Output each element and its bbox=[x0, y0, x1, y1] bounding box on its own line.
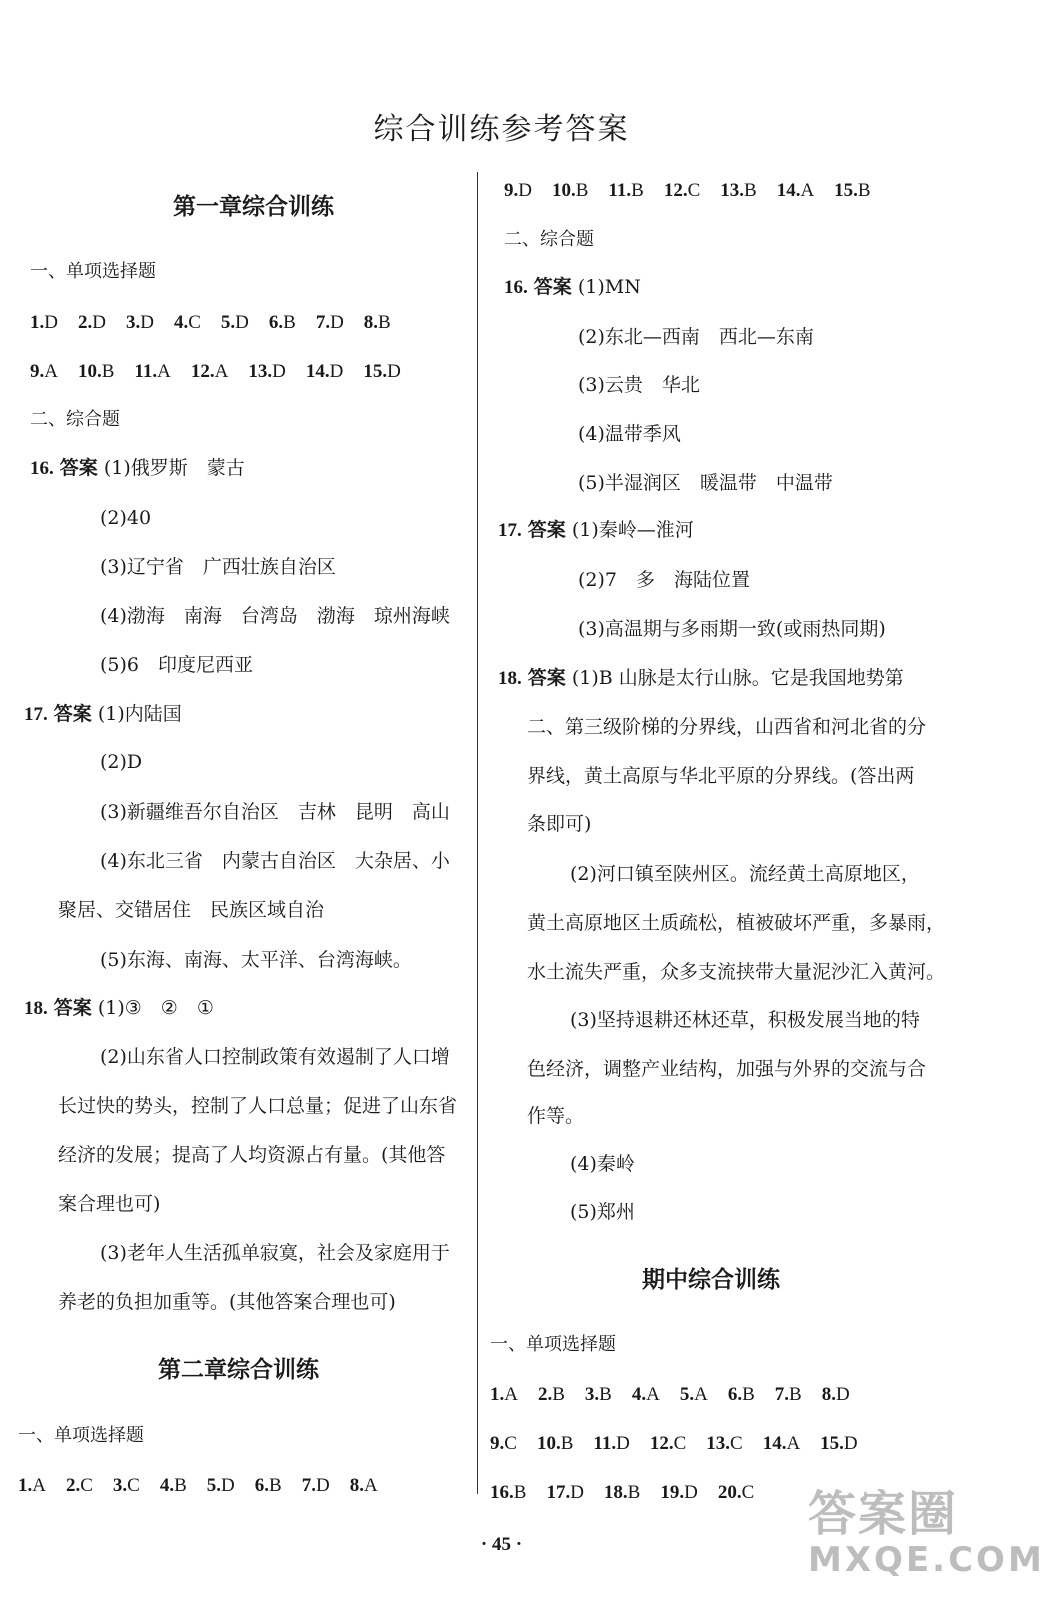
ch2-q18-line: 作等。 bbox=[527, 1105, 585, 1127]
ch1-q17-line: (4)东北三省 内蒙古自治区 大杂居、小 bbox=[100, 850, 450, 872]
ch1-q17-line: (2)D bbox=[100, 751, 143, 773]
answer-item bbox=[221, 310, 249, 335]
ch1-q17-first-line bbox=[24, 702, 182, 727]
question-number: 16. bbox=[504, 277, 528, 298]
answer-item-number: 15. bbox=[820, 1433, 844, 1454]
ch1-q18-line: 长过快的势头，控制了人口总量；促进了山东省 bbox=[58, 1095, 458, 1117]
answer-item-choice: D bbox=[44, 312, 58, 333]
answer-item-number: 10. bbox=[536, 1433, 561, 1454]
ch2-q18-line: 界线，黄土高原与华北平原的分界线。(答出两 bbox=[527, 765, 915, 787]
answer-item-choice: D bbox=[570, 1482, 584, 1503]
answer-item-choice: A bbox=[32, 1475, 46, 1496]
answer-item bbox=[18, 1473, 46, 1498]
answer-item-number: 3. bbox=[125, 312, 141, 333]
answer-text: (1)秦岭—淮河 bbox=[571, 519, 694, 541]
answer-item-number: 5. bbox=[220, 312, 236, 333]
ch2-q16-line: (2)东北—西南 西北—东南 bbox=[578, 326, 814, 348]
answer-text: (1)③ ② ① bbox=[97, 997, 214, 1019]
answer-item bbox=[160, 1473, 187, 1498]
answer-item bbox=[504, 178, 532, 203]
ch1-q18-line: 经济的发展；提高了人均资源占有量。(其他答 bbox=[58, 1144, 446, 1166]
answer-item-choice: B bbox=[560, 1433, 574, 1454]
answer-item bbox=[546, 1480, 583, 1505]
answer-item-choice: C bbox=[504, 1433, 517, 1454]
answer-text: (1)MN bbox=[577, 276, 641, 298]
answer-item bbox=[269, 310, 296, 335]
answer-item-number: 15. bbox=[834, 180, 858, 201]
answer-item bbox=[585, 1382, 612, 1407]
ch1-q18-line: 养老的负担加重等。(其他答案合理也可) bbox=[58, 1291, 396, 1313]
answer-item-number: 2. bbox=[537, 1384, 553, 1405]
chapter1-heading: 第一章综合训练 bbox=[173, 194, 334, 220]
answer-item-choice: D bbox=[843, 1433, 858, 1454]
midterm-choice-row-1 bbox=[490, 1382, 870, 1407]
answer-item-number: 13. bbox=[720, 180, 744, 201]
answer-item-choice: A bbox=[157, 361, 171, 382]
answer-item-number: 6. bbox=[254, 1475, 270, 1496]
answer-item bbox=[720, 178, 756, 203]
answer-item-number: 15. bbox=[363, 361, 388, 382]
watermark-top-text: 答案圈 bbox=[808, 1486, 959, 1542]
column-divider bbox=[477, 172, 478, 1494]
answer-item bbox=[490, 1480, 526, 1505]
answer-label: 答案 bbox=[53, 997, 92, 1019]
answer-item bbox=[490, 1431, 517, 1456]
answer-item-choice: D bbox=[235, 312, 249, 333]
answer-item-number: 6. bbox=[727, 1384, 743, 1405]
question-number: 17. bbox=[498, 520, 522, 541]
answer-item bbox=[775, 1382, 802, 1407]
answer-item-choice: D bbox=[272, 361, 286, 382]
answer-label: 答案 bbox=[527, 519, 566, 541]
answer-item bbox=[363, 359, 400, 384]
answer-label: 答案 bbox=[533, 276, 572, 298]
answer-item-choice: D bbox=[315, 1475, 330, 1496]
answer-text: (1)内陆国 bbox=[97, 703, 182, 725]
midterm-section-choice: 一、单项选择题 bbox=[490, 1334, 616, 1355]
answer-item bbox=[834, 178, 870, 203]
ch1-q16-line: (5)6 印度尼西亚 bbox=[100, 654, 254, 676]
answer-item-number: 11. bbox=[608, 180, 632, 201]
answer-item bbox=[364, 310, 391, 335]
answer-item bbox=[718, 1480, 754, 1505]
answer-item-choice: B bbox=[744, 180, 757, 201]
page-title: 综合训练参考答案 bbox=[373, 112, 630, 147]
ch1-q17-line: (3)新疆维吾尔自治区 吉林 昆明 高山 bbox=[100, 801, 450, 823]
answer-item bbox=[191, 359, 228, 384]
ch2-q17-first-line bbox=[498, 518, 694, 543]
answer-item-choice: C bbox=[188, 312, 201, 333]
answer-item bbox=[350, 1473, 378, 1498]
ch1-q18-line: (3)老年人生活孤单寂寞，社会及家庭用于 bbox=[100, 1242, 450, 1264]
answer-item bbox=[650, 1431, 686, 1456]
answer-item-choice: D bbox=[387, 361, 401, 382]
answer-item bbox=[302, 1473, 330, 1498]
ch1-q16-line: (3)辽宁省 广西壮族自治区 bbox=[100, 556, 336, 578]
answer-item-choice: B bbox=[857, 180, 871, 201]
answer-item-choice: B bbox=[283, 312, 296, 333]
answer-item-choice: A bbox=[646, 1384, 660, 1405]
ch2-q16-line: (4)温带季风 bbox=[578, 423, 681, 445]
answer-item bbox=[632, 1382, 660, 1407]
answer-item-number: 4. bbox=[173, 312, 189, 333]
answer-item bbox=[126, 310, 154, 335]
question-number: 18. bbox=[498, 668, 522, 689]
answer-item-choice: B bbox=[742, 1384, 755, 1405]
answer-item-choice: A bbox=[214, 361, 229, 382]
answer-item-choice: C bbox=[730, 1433, 743, 1454]
answer-item-number: 6. bbox=[268, 312, 284, 333]
answer-item bbox=[680, 1382, 708, 1407]
ch2-q18-line: (2)河口镇至陕州区。流经黄土高原地区， bbox=[570, 863, 920, 885]
ch2-q18-line: 二、第三级阶梯的分界线，山西省和河北省的分 bbox=[527, 716, 927, 738]
answer-item-choice: C bbox=[80, 1475, 93, 1496]
answer-item-choice: A bbox=[44, 361, 58, 382]
ch1-choice-row-1 bbox=[30, 310, 411, 335]
ch2-q16-first-line bbox=[504, 275, 641, 300]
answer-item-choice: B bbox=[378, 312, 391, 333]
midterm-heading: 期中综合训练 bbox=[642, 1267, 780, 1293]
answer-item bbox=[664, 178, 700, 203]
ch1-q17-line: 聚居、交错居住 民族区域自治 bbox=[58, 899, 325, 921]
answer-item-choice: B bbox=[789, 1384, 802, 1405]
answer-item bbox=[660, 1480, 697, 1505]
answer-text: (1)B 山脉是太行山脉。它是我国地势第 bbox=[571, 667, 904, 689]
answer-item bbox=[174, 310, 201, 335]
answer-item-number: 9. bbox=[504, 180, 519, 201]
answer-item bbox=[255, 1473, 282, 1498]
ch2-section-choice: 一、单项选择题 bbox=[18, 1425, 144, 1446]
answer-item-choice: B bbox=[513, 1482, 527, 1503]
answer-item bbox=[608, 178, 643, 203]
answer-item-number: 11. bbox=[134, 361, 158, 382]
answer-item-number: 14. bbox=[305, 361, 330, 382]
answer-item-choice: A bbox=[694, 1384, 708, 1405]
answer-item bbox=[537, 1431, 573, 1456]
answer-item-number: 2. bbox=[65, 1475, 81, 1496]
ch1-q18-first-line bbox=[24, 996, 214, 1021]
ch2-q18-line: (5)郑州 bbox=[570, 1201, 635, 1223]
answer-item bbox=[78, 359, 114, 384]
answer-item bbox=[820, 1431, 857, 1456]
ch1-section-choice: 一、单项选择题 bbox=[30, 261, 156, 282]
answer-item bbox=[30, 359, 58, 384]
answer-item bbox=[248, 359, 285, 384]
answer-item-number: 12. bbox=[663, 180, 688, 201]
answer-item-choice: B bbox=[599, 1384, 612, 1405]
answer-item-choice: A bbox=[786, 1433, 801, 1454]
answer-item-choice: A bbox=[800, 180, 815, 201]
answer-item-choice: B bbox=[631, 180, 644, 201]
answer-item-number: 16. bbox=[490, 1482, 514, 1503]
answer-item-number: 8. bbox=[363, 312, 379, 333]
answer-item-number: 1. bbox=[30, 312, 45, 333]
answer-item-number: 4. bbox=[631, 1384, 647, 1405]
ch2-section-comprehensive: 二、综合题 bbox=[504, 229, 594, 250]
question-number: 16. bbox=[30, 458, 54, 479]
page-number: · 45 · bbox=[480, 1534, 523, 1555]
answer-item bbox=[763, 1431, 800, 1456]
answer-item-choice: C bbox=[687, 180, 701, 201]
answer-item-number: 18. bbox=[603, 1482, 628, 1503]
answer-item-number: 19. bbox=[660, 1482, 685, 1503]
ch1-choice-row-2 bbox=[30, 359, 421, 384]
ch2-q18-line: (3)坚持退耕还林还草，积极发展当地的特 bbox=[570, 1009, 920, 1031]
answer-item-number: 3. bbox=[584, 1384, 600, 1405]
ch1-q17-line: (5)东海、南海、太平洋、台湾海峡。 bbox=[100, 949, 412, 971]
answer-item-number: 4. bbox=[159, 1475, 175, 1496]
answer-item-number: 13. bbox=[248, 361, 273, 382]
answer-item-choice: B bbox=[552, 1384, 565, 1405]
answer-item bbox=[134, 359, 170, 384]
answer-item-choice: B bbox=[101, 361, 115, 382]
ch2-choice-row-2 bbox=[504, 178, 891, 203]
answer-item-choice: C bbox=[127, 1475, 140, 1496]
answer-item-number: 1. bbox=[18, 1475, 33, 1496]
answer-item bbox=[728, 1382, 755, 1407]
answer-item-number: 5. bbox=[679, 1384, 695, 1405]
ch2-q18-first-line bbox=[498, 666, 904, 691]
ch2-q16-line: (3)云贵 华北 bbox=[578, 374, 700, 396]
answer-item-choice: A bbox=[363, 1475, 378, 1496]
ch2-choice-row-1 bbox=[18, 1473, 398, 1498]
answer-item bbox=[30, 310, 58, 335]
answer-item-choice: D bbox=[92, 312, 106, 333]
watermark-logo bbox=[808, 1486, 1045, 1588]
question-number: 17. bbox=[24, 704, 48, 725]
answer-item bbox=[66, 1473, 93, 1498]
answer-item-number: 8. bbox=[349, 1475, 364, 1496]
ch2-q18-line: 条即可) bbox=[527, 813, 592, 835]
answer-item bbox=[593, 1431, 629, 1456]
answer-item-choice: B bbox=[627, 1482, 641, 1503]
answer-item-choice: C bbox=[741, 1482, 755, 1503]
answer-item-number: 12. bbox=[190, 361, 215, 382]
answer-item-number: 17. bbox=[546, 1482, 571, 1503]
answer-item-number: 1. bbox=[490, 1384, 505, 1405]
watermark-bottom-text: MXQE.COM bbox=[808, 1540, 1045, 1580]
answer-item bbox=[604, 1480, 640, 1505]
answer-item-number: 14. bbox=[776, 180, 801, 201]
ch2-q18-line: 色经济，调整产业结构，加强与外界的交流与合 bbox=[527, 1058, 927, 1080]
answer-item bbox=[490, 1382, 518, 1407]
answer-item-number: 2. bbox=[77, 312, 93, 333]
answer-item bbox=[113, 1473, 140, 1498]
answer-item-number: 20. bbox=[717, 1482, 742, 1503]
midterm-choice-row-2 bbox=[490, 1431, 878, 1456]
answer-item-number: 5. bbox=[206, 1475, 222, 1496]
question-number: 18. bbox=[24, 998, 48, 1019]
answer-item-number: 13. bbox=[706, 1433, 730, 1454]
ch1-q18-line: 案合理也可) bbox=[58, 1193, 161, 1215]
answer-item bbox=[316, 310, 344, 335]
ch1-section-comprehensive: 二、综合题 bbox=[30, 409, 120, 430]
answer-item-choice: D bbox=[221, 1475, 235, 1496]
answer-item-choice: D bbox=[616, 1433, 630, 1454]
answer-item-choice: B bbox=[269, 1475, 282, 1496]
ch2-q17-line: (3)高温期与多雨期一致(或雨热同期) bbox=[578, 618, 886, 640]
midterm-choice-row-3 bbox=[490, 1480, 774, 1505]
answer-label: 答案 bbox=[53, 703, 92, 725]
answer-label: 答案 bbox=[59, 457, 98, 479]
answer-item-choice: B bbox=[575, 180, 589, 201]
ch1-q18-line: (2)山东省人口控制政策有效遏制了人口增 bbox=[100, 1046, 450, 1068]
answer-item-number: 3. bbox=[112, 1475, 128, 1496]
answer-text: (1)俄罗斯 蒙古 bbox=[103, 457, 245, 479]
answer-item-choice: C bbox=[673, 1433, 687, 1454]
answer-item-choice: D bbox=[835, 1384, 850, 1405]
answer-item bbox=[78, 310, 106, 335]
answer-item bbox=[538, 1382, 565, 1407]
ch1-q16-line: (2)40 bbox=[100, 507, 152, 529]
answer-item-choice: B bbox=[174, 1475, 187, 1496]
ch2-q18-line: 水土流失严重，众多支流挟带大量泥沙汇入黄河。 bbox=[527, 961, 946, 983]
ch2-q18-line: 黄土高原地区土质疏松，植被破坏严重，多暴雨， bbox=[527, 912, 946, 934]
answer-item-choice: D bbox=[684, 1482, 698, 1503]
answer-item bbox=[822, 1382, 850, 1407]
answer-item-number: 10. bbox=[77, 361, 102, 382]
chapter2-heading: 第二章综合训练 bbox=[158, 1357, 319, 1383]
answer-item bbox=[306, 359, 343, 384]
ch2-q17-line: (2)7 多 海陆位置 bbox=[578, 569, 751, 591]
answer-item-number: 7. bbox=[315, 312, 331, 333]
answer-item-number: 8. bbox=[821, 1384, 836, 1405]
answer-item-number: 12. bbox=[649, 1433, 674, 1454]
answer-label: 答案 bbox=[527, 667, 566, 689]
answer-item-number: 7. bbox=[774, 1384, 790, 1405]
answer-item-number: 7. bbox=[301, 1475, 316, 1496]
ch2-q16-line: (5)半湿润区 暖温带 中温带 bbox=[578, 472, 833, 494]
answer-item-number: 11. bbox=[593, 1433, 617, 1454]
ch2-q18-line: (4)秦岭 bbox=[570, 1153, 635, 1175]
answer-item-number: 9. bbox=[490, 1433, 505, 1454]
answer-item-choice: D bbox=[518, 180, 532, 201]
answer-item-choice: D bbox=[329, 361, 344, 382]
answer-item-choice: D bbox=[140, 312, 154, 333]
answer-item bbox=[777, 178, 814, 203]
answer-item-number: 9. bbox=[30, 361, 45, 382]
answer-item-choice: D bbox=[330, 312, 344, 333]
answer-item-choice: A bbox=[504, 1384, 518, 1405]
answer-item bbox=[207, 1473, 235, 1498]
ch1-q16-line: (4)渤海 南海 台湾岛 渤海 琼州海峡 bbox=[100, 605, 450, 627]
answer-item-number: 10. bbox=[551, 180, 576, 201]
answer-item bbox=[552, 178, 588, 203]
answer-item bbox=[706, 1431, 742, 1456]
answer-item-number: 14. bbox=[762, 1433, 787, 1454]
ch1-q16-first-line bbox=[30, 456, 245, 481]
